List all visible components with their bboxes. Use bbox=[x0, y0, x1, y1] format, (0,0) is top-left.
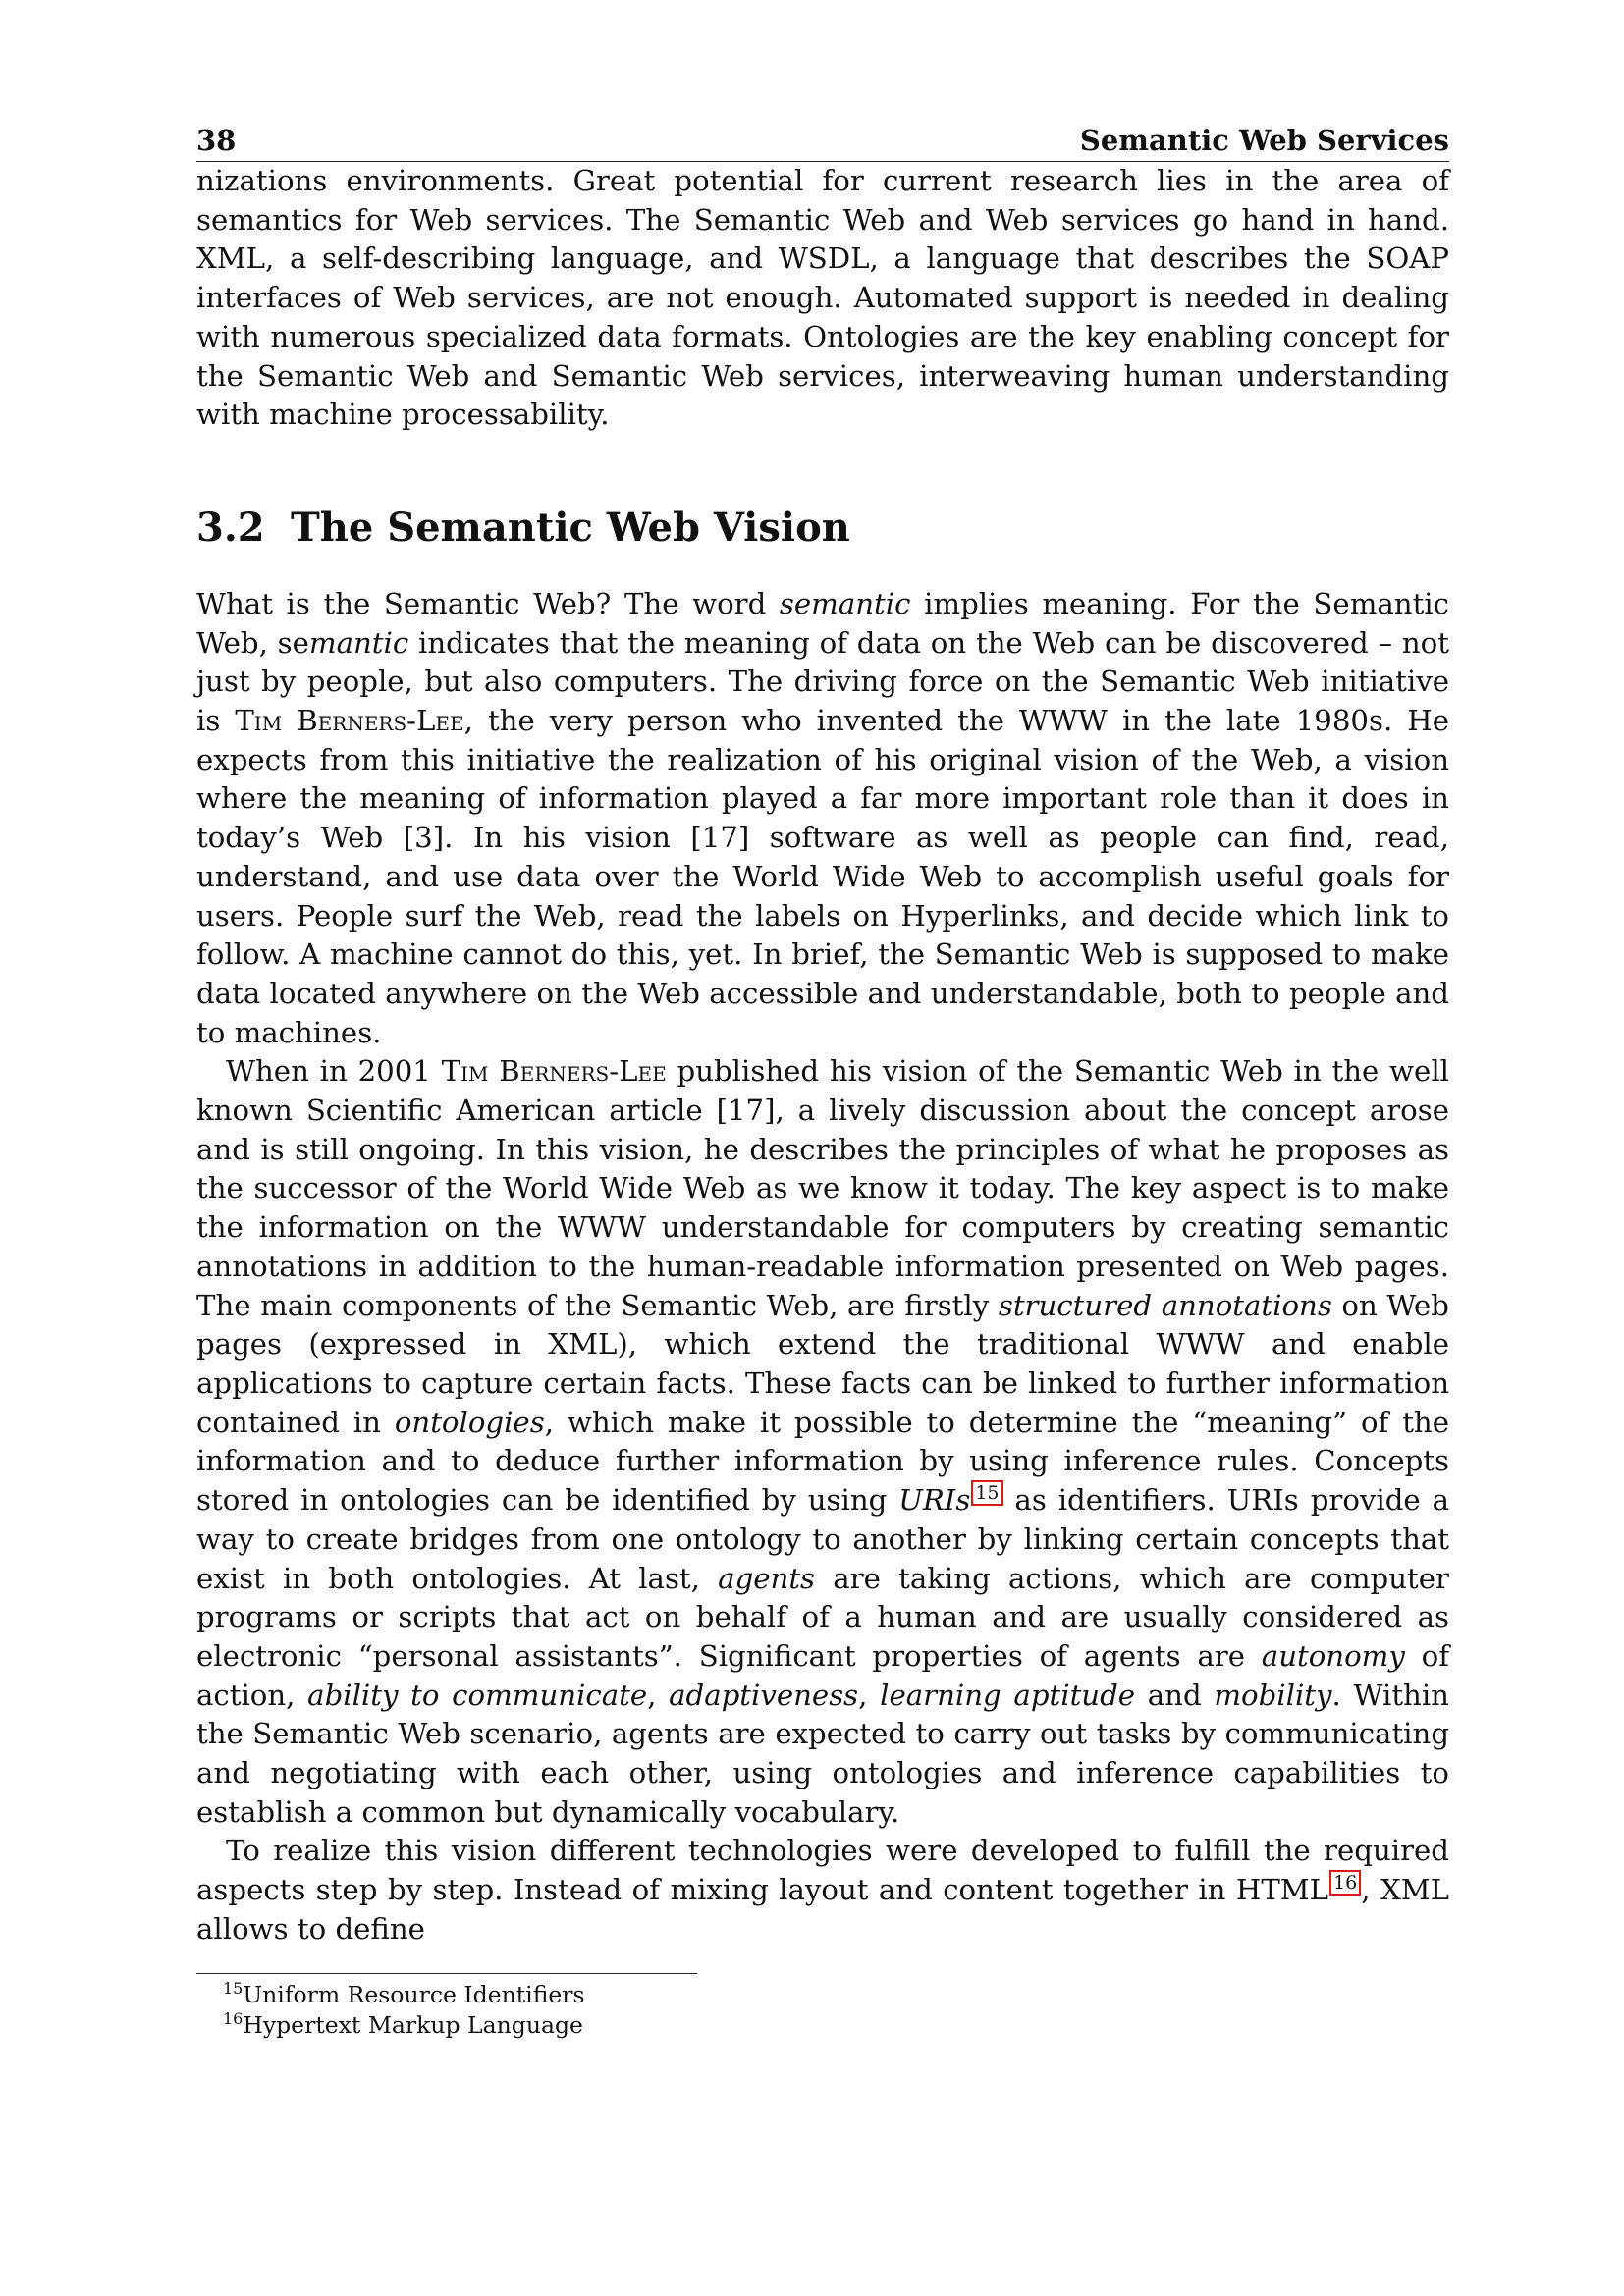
emphasis-term: ontologies bbox=[394, 1405, 545, 1439]
emphasis-term: ability to communicate bbox=[307, 1678, 648, 1712]
text-run: published his vision of the Semantic Web in the well known Scientific American article [17], a lively discussion about the concept arose and is still ongoing. In this vision, he describes the principles of what he proposes as the successor of the World Wide Web as we know it today. The key aspect is to make the information on the WWW understandable for computers by creating semantic annotations in addition to the human-readable information presented on Web pages. The main components of the Semantic Web, are firstly bbox=[196, 1054, 1449, 1322]
emphasis-term: learning aptitude bbox=[880, 1678, 1136, 1712]
text-run: , XML allows to define bbox=[196, 1873, 1449, 1946]
emphasis-term: structured annotations bbox=[998, 1288, 1332, 1322]
footnote-text: Uniform Resource Identifiers bbox=[243, 1980, 585, 2008]
author-name: Tim Berners-Lee bbox=[441, 1054, 667, 1089]
section-number: 3.2 bbox=[196, 504, 265, 551]
footnote-text: Hypertext Markup Language bbox=[243, 2010, 583, 2039]
footnote-link-15[interactable]: 15 bbox=[971, 1480, 1002, 1506]
footnote-link-16[interactable]: 16 bbox=[1329, 1870, 1361, 1896]
footnote-rule bbox=[196, 1973, 697, 1974]
emphasis-term: mantic bbox=[308, 625, 409, 660]
footnotes bbox=[196, 1980, 1449, 2041]
text-run: , bbox=[647, 1678, 670, 1712]
paragraph-semantic-web-definition bbox=[196, 585, 1449, 1052]
text-run: When in 2001 bbox=[226, 1054, 442, 1089]
paragraph-continuation: nizations environments. Great potential for current research lies in the area of semantics for Web services. The Semantic Web and Web services go hand in hand. XML, a self-describing language, and WSDL, a language that describes the SOAP interfaces of Web services, are not enough. Automated support is needed in dealing with numerous specialized data formats. Ontologies are the key enabling concept for the Semantic Web and Semantic Web services, interweaving human understanding with machine processability. bbox=[196, 164, 1449, 432]
emphasis-term: mobility bbox=[1214, 1678, 1332, 1712]
paragraph-technologies bbox=[196, 1832, 1449, 1949]
running-head bbox=[196, 124, 1449, 162]
text-run: on Web pages (expressed in XML), which extend the traditional WWW and enable applications to capture certain facts. These facts can be linked to further information contained in bbox=[196, 1288, 1449, 1439]
running-title: Semantic Web Services bbox=[1079, 124, 1449, 157]
emphasis-term: semantic bbox=[779, 586, 911, 620]
text-run: , which make it possible to determine the “meaning” of the information and to deduce further information by using inference rules. Concepts stored in ontologies can be identified by using bbox=[196, 1405, 1449, 1518]
text-run: are taking actions, which are computer programs or scripts that act on behalf of a human and are usually considered as electronic “personal assistants”. Significant properties of agents are bbox=[196, 1561, 1449, 1673]
author-name: Tim Berners-Lee bbox=[235, 704, 464, 738]
text-run: indicates that the meaning of data on the Web can be discovered – not just by people, but also computers. The driving force on the Semantic Web initiative is bbox=[196, 625, 1449, 738]
emphasis-term: adaptiveness bbox=[669, 1678, 859, 1712]
text-run: of action, bbox=[196, 1638, 1449, 1712]
paragraph-vision-components bbox=[196, 1052, 1449, 1832]
footnote-mark: 15 bbox=[223, 1978, 244, 1998]
text-run: , bbox=[858, 1678, 881, 1712]
section-title: The Semantic Web Vision bbox=[291, 504, 850, 551]
text-run: and bbox=[1135, 1678, 1215, 1712]
emphasis-term: autonomy bbox=[1261, 1638, 1405, 1673]
emphasis-term: URIs bbox=[898, 1483, 971, 1518]
section-heading bbox=[196, 505, 1449, 552]
page bbox=[196, 124, 1449, 2041]
page-number: 38 bbox=[196, 124, 237, 157]
footnote-15 bbox=[223, 1980, 1449, 2010]
text-run: implies meaning. For the Semantic Web, se bbox=[196, 586, 1449, 660]
text-run: as identifiers. URIs provide a way to create bridges from one ontology to another by linking certain concepts that exist in both ontologies. At last, bbox=[196, 1483, 1449, 1595]
text-run: To realize this vision different technologies were developed to fulfill the required aspects step by step. Instead of mixing layout and content together in HTML bbox=[196, 1834, 1449, 1907]
text-run: , the very person who invented the WWW in the late 1980s. He expects from this initiative the realization of his original vision of the Web, a vision where the meaning of information played a far more important role than it does in today’s Web [3]. In his vision [17] software as well as people can find, read, understand, and use data over the World Wide Web to accomplish useful goals for users. People surf the Web, read the labels on Hyperlinks, and decide which link to follow. A machine cannot do this, yet. In brief, the Semantic Web is supposed to make data located anywhere on the Web accessible and understandable, both to people and to machines. bbox=[196, 704, 1449, 1049]
emphasis-term: agents bbox=[718, 1561, 816, 1595]
text-run: . Within the Semantic Web scenario, agents are expected to carry out tasks by communicating and negotiating with each other, using ontologies and inference capabilities to establish a common but dynamically vocabulary. bbox=[196, 1678, 1449, 1829]
body-text bbox=[196, 162, 1449, 1949]
text-run: What is the Semantic Web? The word bbox=[196, 586, 780, 620]
footnote-mark: 16 bbox=[223, 2008, 244, 2028]
footnote-16 bbox=[223, 2010, 1449, 2041]
